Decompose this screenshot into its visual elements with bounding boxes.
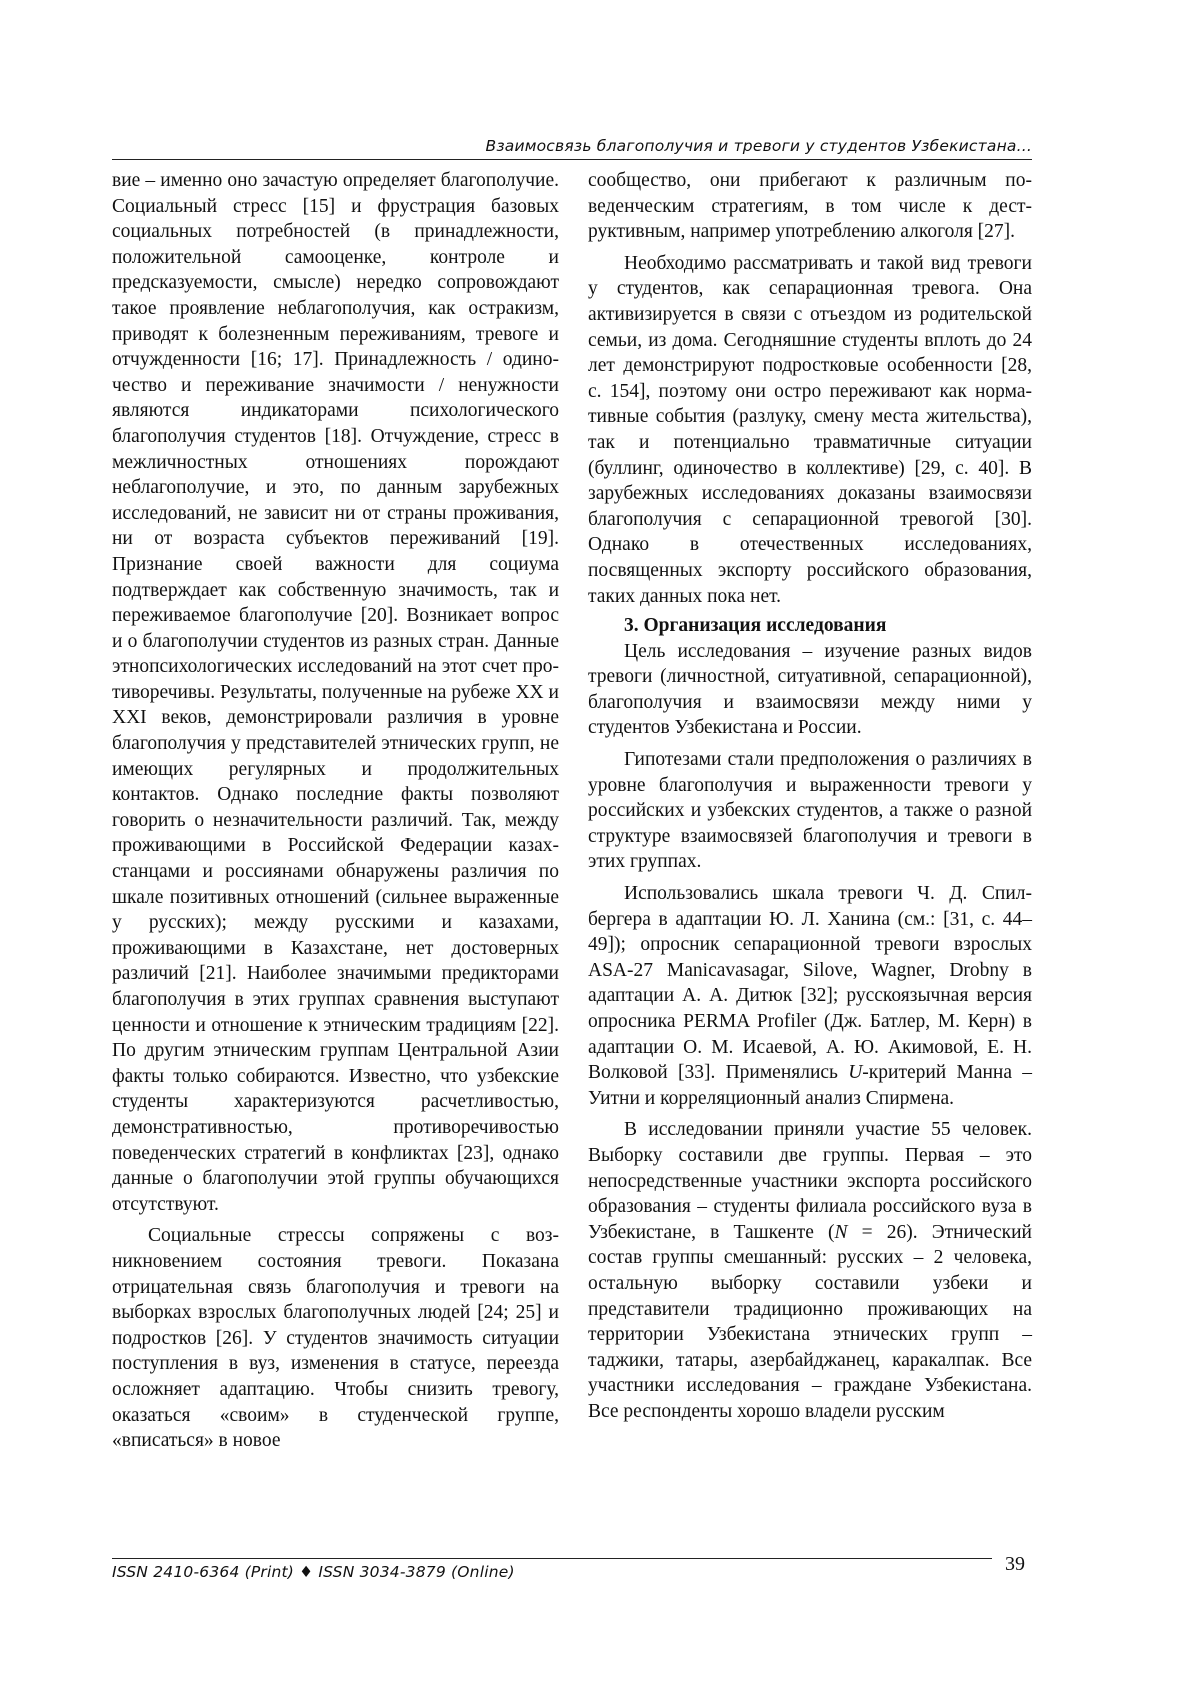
header-rule xyxy=(112,159,1032,160)
text-run: Использовались шкала тревоги Ч. Д. Спилбергера в адаптации Ю. Л. Ханина (см.: [31, с. 44–49]); опросник сепарационной тревоги взрослых ASA-27 Manicavasagar, Silove, Wagner, Drobny в адаптации А. А. Дитюк [32]; русскоязычная версия опросника PERMA Profiler (Дж. Батлер, М. Керн) в адаптации О. М. Исаевой, А. Ю. Акимовой, Е. Н. Волковой [33]. Применялись xyxy=(588,883,1032,1084)
paragraph: Гипотезами стали предположения о различиях в уровне благополучия и выраженности тревоги у российских и узбекских студентов, а также о разной структуре взаимосвязей благополучия и тревоги в этих группах. xyxy=(588,749,1032,873)
footer-issn: ISSN 2410-6364 (Print) ♦ ISSN 3034-3879 (Online) xyxy=(112,1563,515,1581)
right-column xyxy=(588,168,1032,1425)
text-run: -критерий Манна – Уитни и корреляционный анализ Спирмена. xyxy=(588,1062,1032,1109)
left-column xyxy=(112,168,559,1454)
paragraph: Необходимо рассматривать и такой вид тревоги у студентов, как сепарационная тревога. Она активизируется в связи с отъездом из родительской семьи, из дома. Сегодняшние студенты вплоть до 24 лет демонстрируют подростковые особенности [28, с. 154], поэтому они остро переживают как нормативные события (разлуку, смену места жительства), так и потенциально травматичные ситуации (буллинг, одиночество в коллективе) [29, с. 40]. В зарубежных исследованиях доказаны взаимосвязи благополучия с сепарационной тревогой [30]. Однако в отечественных исследованиях, посвященных экспорту российского образования, таких данных пока нет. xyxy=(588,252,1032,607)
text-run: В исследовании приняли участие 55 человек. Выборку составили две группы. Первая – это непосредственные участники экспорта российского образования – студенты филиала российского вуза в Узбекистане, в Ташкенте ( xyxy=(588,1119,1032,1243)
section-heading: 3. Организация исследования xyxy=(624,615,887,637)
running-title: Взаимосвязь благополучия и тревоги у студентов Узбекистана... xyxy=(485,137,1032,155)
paragraph: вие – именно оно зачастую определяет благополучие. Социальный стресс [15] и фрустрация базовых социальных потребностей (в принадлежности, положительной самооценке, контроле и предсказуемости, смысле) нередко сопровождают такое проявление неблагополучия, как остракизм, приводят к болезненным переживаниям, тревоге и отчужденности [16; 17]. Принадлежность / одиночество и переживание значимости / ненужности являются индикаторами психологического благополучия студентов [18]. Отчуждение, стресс в межличностных отношениях порождают неблагополучие, и это, по данным зарубежных исследований, не зависит ни от страны проживания, ни от возраста субъектов переживаний [19]. Признание своей важности для социума подтверждает как собственную значимость, так и переживаемое благополучие [20]. Возникает вопрос и о благополучии студентов из разных стран. Данные этнопсихологических исследований на этот счет противоречивы. Результаты, полученные на рубеже XX и XXI веков, демонстрировали различия в уровне благополучия у представителей этнических групп, не имеющих регулярных и продолжительных контактов. Однако последние факты позволяют говорить о незначительности различий. Так, между проживающими в Российской Федерации казахстанцами и россиянами обнаружены различия по шкале позитивных отношений (сильнее выраженные у русских); между русскими и казахами, проживающими в Казахстане, нет достоверных различий [21]. Наиболее значимыми предикторами благополучия в этих группах сравнения выступают ценности и отношение к этническим традициям [22]. По другим этническим группам Центральной Азии факты только собираются. Известно, что узбекские студенты характеризуются расчетливостью, демонстративностью, противоречивостью поведенческих стратегий в конфликтах [23], однако данные о благополучии этой группы обучающихся отсутствуют. xyxy=(112,170,559,1215)
italic-symbol: U xyxy=(848,1062,863,1084)
paragraph: Социальные стрессы сопряжены с возникновением состояния тревоги. Показана отрицательная связь благополучия и тревоги на выборках взрослых благополучных людей [24; 25] и подростков [26]. У студентов значимость ситуации поступления в вуз, изменения в статусе, переезда осложняет адаптацию. Чтобы снизить тревогу, оказаться «своим» в студенческой группе, «вписаться» в новое xyxy=(112,1225,559,1452)
text-run: = 26). Этнический состав группы смешанный: русских – 2 человека, остальную выборку составили узбеки и представители традиционно проживающих на территории Узбекистана этнических групп – таджики, татары, азербайджанец, каракалпак. Все участники исследования – граждане Узбекистана. Все респонденты хорошо владели русским xyxy=(588,1221,1032,1422)
italic-symbol: N xyxy=(834,1221,848,1243)
footer-rule xyxy=(112,1558,992,1559)
paragraph: сообщество, они прибегают к различным поведенческим стратегиям, в том числе к деструктивным, например употреблению алкоголя [27]. xyxy=(588,170,1032,243)
paragraph xyxy=(588,881,1032,1111)
paragraph xyxy=(588,1117,1032,1424)
page-number: 39 xyxy=(1005,1553,1025,1575)
paragraph: Цель исследования – изучение разных видов тревоги (личностной, ситуативной, сепарационной), благополучия и взаимосвязи между ними у студентов Узбекистана и России. xyxy=(588,640,1032,739)
